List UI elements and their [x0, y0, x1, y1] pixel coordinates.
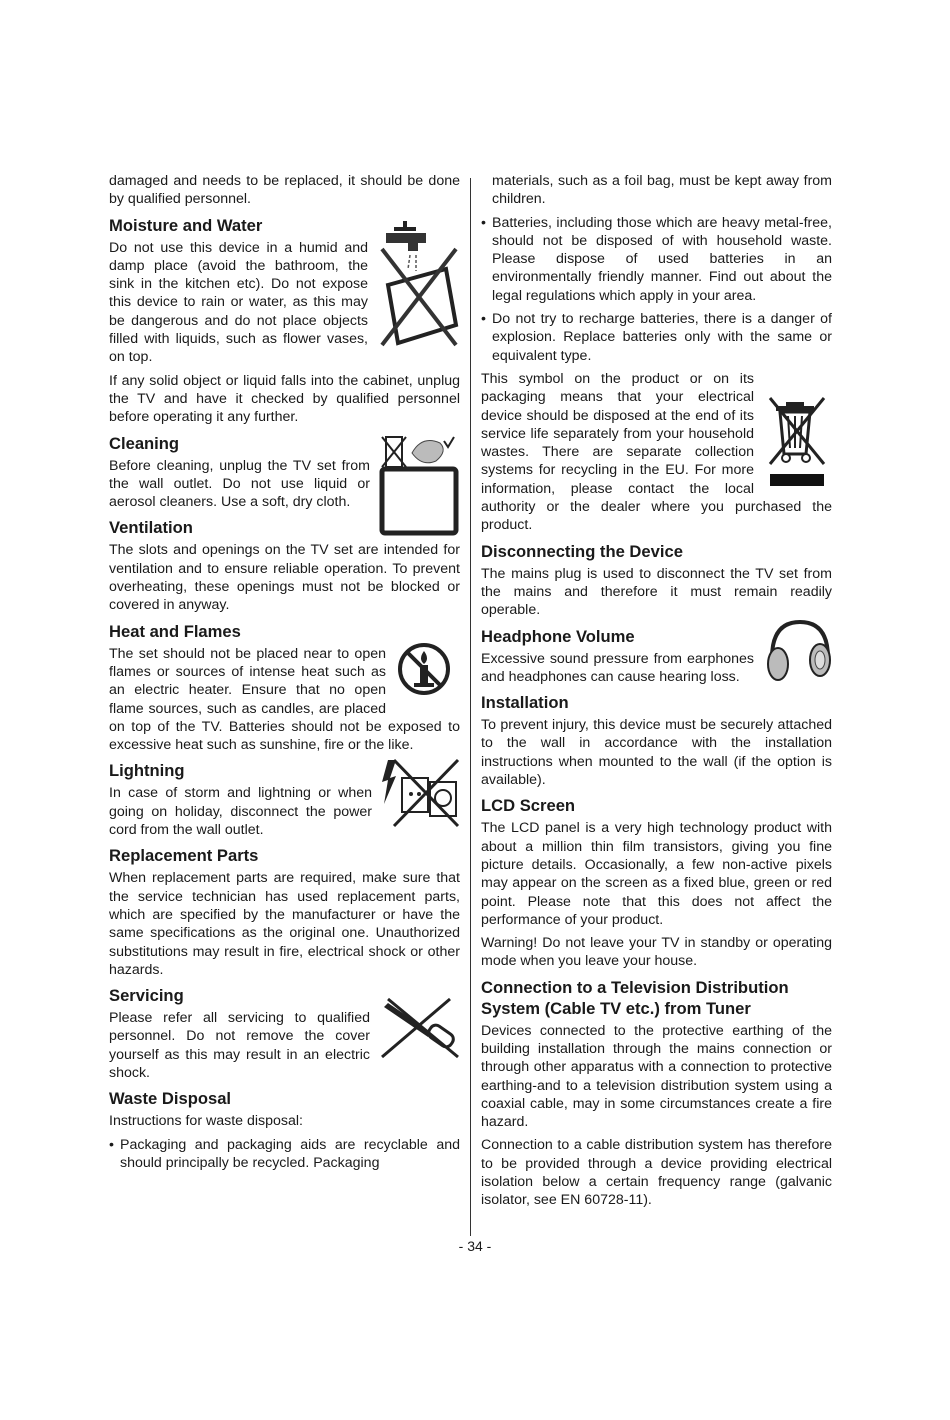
- waste-bullet-1: • Packaging and packaging aids are recyclable and should principally be recycled. Packaging: [109, 1136, 460, 1173]
- moisture-heading: Moisture and Water: [109, 215, 263, 235]
- disconnecting-paragraph: The mains plug is used to disconnect the TV set from the mains and therefore it must remain readily operable.: [481, 565, 832, 619]
- moisture-paragraph-1: Do not use this device in a humid and damp place (avoid the bathroom, the sink in the kitchen etc). Do not expose this device to rain or water, as this may be dangerous and do not place objects filled with liquids, such as flower vases, on top.: [109, 239, 368, 366]
- disconnecting-heading: Disconnecting the Device: [481, 541, 683, 561]
- heat-heading: Heat and Flames: [109, 621, 241, 641]
- screwdriver-crossed-icon: [378, 995, 460, 1061]
- waste-bullet-2: • Batteries, including those which are heavy metal-free, should not be disposed of with household waste. Please dispose of used batteries in an environmentally friendly manner. Find out about the legal regulations which apply in your area.: [481, 214, 832, 305]
- waste-bullet-1-continued: materials, such as a foil bag, must be kept away from children.: [492, 173, 832, 208]
- headphone-paragraph: Excessive sound pressure from earphones and headphones can cause hearing loss.: [481, 650, 754, 685]
- servicing-paragraph: Please refer all servicing to qualified personnel. Do not remove the cover yourself as this may result in an electric shock.: [109, 1010, 370, 1081]
- symbol-paragraph: This symbol on the product or on its packaging means that your electrical device should be disposed at the end of its service life separately from your household wastes. There are separate collection systems for recycling in the EU. For more information, please contact the local authority or the dealer where you purchased the product.: [481, 370, 832, 534]
- crossed-wheelie-bin-icon: [762, 392, 832, 486]
- cleaning-heading: Cleaning: [109, 433, 180, 453]
- lcd-paragraph-2: Warning! Do not leave your TV in standby or operating mode when you leave your house.: [481, 935, 832, 970]
- moisture-paragraph-2: If any solid object or liquid falls into the cabinet, unplug the TV and have it checked by qualified personnel before operating it any further.: [109, 372, 460, 426]
- connection-paragraph-2: Connection to a cable distribution system has therefore to be provided through a device providing electrical isolation below a certain frequency range (galvanic isolator, see EN 60728-11).: [481, 1137, 832, 1209]
- left-column: [109, 172, 460, 1177]
- headphones-icon: [762, 618, 832, 684]
- page-number: - 34 -: [458, 1238, 492, 1254]
- replacement-heading: Replacement Parts: [109, 846, 259, 866]
- lcd-heading: LCD Screen: [481, 796, 576, 816]
- waste-heading: Waste Disposal: [109, 1089, 232, 1109]
- no-open-flame-icon: [394, 641, 460, 701]
- lightning-paragraph: In case of storm and lightning or when going on holiday, disconnect the power cord from the wall outlet.: [109, 785, 372, 839]
- lightning-outlet-crossed-icon: [380, 756, 460, 828]
- right-column: [481, 172, 832, 1215]
- waste-bullet-3: • Do not try to recharge batteries, there is a danger of explosion. Replace batteries only with the same or equivalent type.: [481, 310, 832, 365]
- replacement-paragraph: When replacement parts are required, make sure that the service technician has used replacement parts, which are specified by the manufacturer or have the same specifications as the original one. Unauthorized substitutions may result in fire, electrical shock or other hazards.: [109, 870, 460, 978]
- connection-heading: Connection to a Television Distribution System (Cable TV etc.) from Tuner: [481, 977, 789, 1018]
- column-divider: [470, 178, 471, 1236]
- ventilation-heading: Ventilation: [109, 518, 193, 538]
- lightning-heading: Lightning: [109, 761, 185, 781]
- connection-paragraph-1: Devices connected to the protective earthing of the building installation through the mains connection or through other apparatus with a connection to protective earthing-and to a television distribution system using a coaxial cable, may in some circumstances create a fire hazard.: [481, 1022, 832, 1131]
- spray-cleaner-tv-icon: [378, 433, 460, 537]
- servicing-heading: Servicing: [109, 986, 184, 1006]
- lcd-paragraph-1: The LCD panel is a very high technology product with about a million thin film transistors, giving you fine picture details. Occasionally, a few non-active pixels may appear on the screen as a fixed blue, green or red point. Please note that this does not affect the performance of your product.: [481, 820, 832, 928]
- ventilation-paragraph: The slots and openings on the TV set are intended for ventilation and to ensure reliable operation. To prevent overheating, these openings must not be blocked or covered in anyway.: [109, 542, 460, 614]
- intro-paragraph: damaged and needs to be replaced, it should be done by qualified personnel.: [109, 173, 460, 208]
- headphone-heading: Headphone Volume: [481, 626, 635, 646]
- weee-black-bar: [770, 474, 824, 486]
- waste-paragraph: Instructions for waste disposal:: [109, 1113, 303, 1130]
- heat-paragraph: The set should not be placed near to open flames or sources of intense heat such as an electric heater. Ensure that no open flame sources, such as candles, are placed on top of the TV. Batteries should not be exposed to excessive heat such as sunshine, fire or the like.: [109, 645, 460, 754]
- tap-water-tv-crossed-icon: [376, 219, 460, 349]
- installation-paragraph: To prevent injury, this device must be securely attached to the wall in accordance with the installation instructions when mounted to the wall (if the option is available).: [481, 717, 832, 789]
- installation-heading: Installation: [481, 693, 569, 713]
- cleaning-paragraph: Before cleaning, unplug the TV set from the wall outlet. Do not use liquid or aerosol cleaners. Use a soft, dry cloth.: [109, 457, 370, 511]
